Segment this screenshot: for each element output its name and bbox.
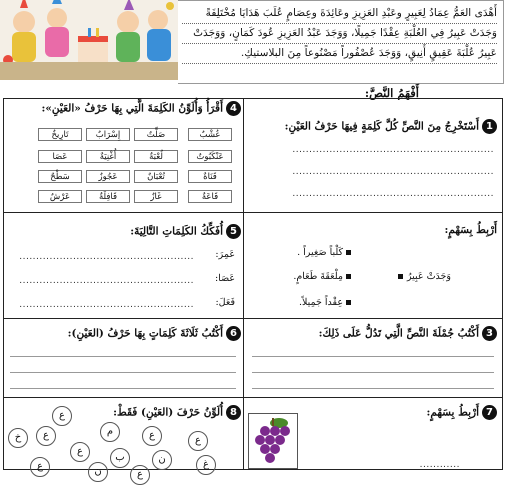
letter-circle[interactable]: ع xyxy=(52,406,72,426)
writing-line[interactable] xyxy=(252,356,494,357)
question-title: أُفَكِّكُ الكَلِمَاتِ التَّالِيَةَ: xyxy=(130,225,223,238)
answer-line[interactable]: ............................................................ xyxy=(292,189,494,199)
writing-line[interactable] xyxy=(252,388,494,389)
writing-line[interactable] xyxy=(252,372,494,373)
word-box[interactable]: عَرْشٌ xyxy=(38,190,82,203)
word-box[interactable]: تُعْبَانٌ xyxy=(134,170,178,183)
letter-circle[interactable]: ع xyxy=(36,426,56,446)
grid-divider xyxy=(3,397,503,398)
writing-line[interactable] xyxy=(10,388,236,389)
word-box[interactable]: تَارِيخٌ xyxy=(38,128,82,141)
letter-circle[interactable]: ع xyxy=(30,457,50,477)
bullet xyxy=(398,274,403,279)
answer-line[interactable]: .................................................... xyxy=(19,276,194,286)
letter-circle[interactable]: خ xyxy=(8,428,28,448)
question-number: 7 xyxy=(482,405,497,420)
word-box[interactable]: سَطْحٌ xyxy=(38,170,82,183)
link-item[interactable] xyxy=(293,271,351,282)
party-illustration xyxy=(0,0,178,80)
word-box[interactable]: صَلِّتٌ xyxy=(134,128,178,141)
question-number: 1 xyxy=(482,119,497,134)
word-box[interactable]: قَافِلَةٌ xyxy=(86,190,130,203)
letter-circle[interactable]: ع xyxy=(142,426,162,446)
split-word: فَعَلَ: xyxy=(215,297,235,308)
question-number: 6 xyxy=(226,326,241,341)
grid-divider xyxy=(3,212,503,213)
word-box[interactable]: عَصَا xyxy=(38,150,82,163)
question-title: أُلَوِّنُ حَرْفَ (العَيْنِ) فَقَطْ: xyxy=(113,406,223,419)
question-1 xyxy=(285,119,497,134)
question-title: أَكْتُبُ ثَلَاثَةَ كَلِمَاتٍ بِهَا حَرْفُ (العَيْنِ): xyxy=(67,327,223,340)
word-box[interactable]: قَاعَةٌ xyxy=(188,190,232,203)
answer-line[interactable]: ............................................................ xyxy=(292,145,494,155)
word-box[interactable]: قَنَاةٌ xyxy=(188,170,232,183)
word-box[interactable]: لُعْبَةٌ xyxy=(134,150,178,163)
question-number: 3 xyxy=(482,326,497,341)
link-item[interactable] xyxy=(299,297,351,308)
letter-circle[interactable]: ب xyxy=(110,448,130,468)
writing-line[interactable] xyxy=(10,372,236,373)
question-3 xyxy=(319,326,497,341)
answer-line[interactable]: ............ xyxy=(420,460,460,470)
writing-line[interactable] xyxy=(10,356,236,357)
question-link: أَرْبِطُ بِسَهْمٍ: xyxy=(444,224,497,236)
reading-passage xyxy=(178,0,504,84)
question-4 xyxy=(41,101,241,116)
bullet xyxy=(346,274,351,279)
question-number: 5 xyxy=(226,224,241,239)
question-number: 4 xyxy=(226,101,241,116)
bullet xyxy=(346,300,351,305)
link-target-text: وَجَدَتْ عَبِيرُ xyxy=(406,271,451,282)
word-box[interactable]: غَازٌ xyxy=(134,190,178,203)
grid-divider xyxy=(3,318,503,319)
word-box[interactable]: أُغْنِيَةٌ xyxy=(86,150,130,163)
answer-line[interactable]: .................................................... xyxy=(19,252,194,262)
bullet xyxy=(346,250,351,255)
grid-divider xyxy=(243,98,244,470)
word-box[interactable]: عَنْكَبُوتٌ xyxy=(188,150,232,163)
word-box[interactable]: عَجُوزٌ xyxy=(86,170,130,183)
link-item-text: عِقْداً جَمِيلاً. xyxy=(298,297,343,308)
link-item[interactable] xyxy=(297,247,351,258)
link-item-text: كَلْباً صَغِيراً . xyxy=(297,247,343,258)
passage-line: أَهْدَى العَمُّ عِمَادُ لِعَبِيرٍ وعَبْدِ العَزِيزِ وعَائِدَةَ وعِصَامٍ عُلَبَ هَدَايَا مُخْتَلِفَةً xyxy=(182,4,497,24)
letter-circle[interactable]: ع xyxy=(130,465,150,485)
letter-circle[interactable]: م xyxy=(100,422,120,442)
link-target[interactable] xyxy=(398,271,451,282)
question-8 xyxy=(113,405,241,420)
letter-circle[interactable]: ع xyxy=(188,431,208,451)
question-title: أَسْتَخْرِجُ مِنَ النَّصِّ كُلَّ كَلِمَةٍ فِيهَا حَرْفُ العَيْنِ: xyxy=(284,120,479,133)
section-heading: أَفْهَمُ النَّصَّ: xyxy=(364,86,419,100)
letter-circle[interactable]: ع xyxy=(70,442,90,462)
letter-circle[interactable]: ن xyxy=(152,450,172,470)
answer-line[interactable]: .................................................... xyxy=(19,300,194,310)
question-7 xyxy=(426,405,497,420)
answer-line[interactable]: ............................................................ xyxy=(292,167,494,177)
passage-line: عَبِيرُ عُلْبَةَ عَقِيقٍ أَنِيقٍ، وَوَجَدَ عُصْفُوراً مَصْنُوعاً مِنَ البلاستيكِ. xyxy=(182,44,497,64)
grapes-picture xyxy=(248,413,298,469)
split-word: عَمِرَ: xyxy=(215,249,235,260)
letter-circle[interactable]: ن xyxy=(88,462,108,482)
word-box[interactable]: إِسْرَابٌ xyxy=(86,128,130,141)
question-number: 8 xyxy=(226,405,241,420)
question-title: أَرْبِطُ بِسَهْمٍ: xyxy=(426,406,479,419)
question-title: أَقْرَأُ وَأُلَوِّنُ الكَلِمَةَ الَّتِي بِهَا حَرْفُ «العَيْنِ»: xyxy=(41,102,223,115)
split-word: عَصَا: xyxy=(214,273,235,284)
question-5 xyxy=(130,224,241,239)
question-6 xyxy=(68,326,241,341)
question-title: أَكْتُبُ جُمْلَةَ النَّصِّ الَّتِي تَدُلُّ عَلَى ذَلِكَ: xyxy=(318,327,479,340)
passage-line: وَجَدَتْ عَبِيرُ فِي العُلْبَةِ عِقْدًا جَمِيلًا، وَوَجَدَ عَبْدُ العَزِيزِ عُودَ كَمَانٍ، وَوَجَدَتْ xyxy=(182,24,497,44)
word-box[interactable]: عُشْبٌ xyxy=(188,128,232,141)
link-item-text: مِلْعَقَةَ طَعَامٍ. xyxy=(293,271,343,282)
letter-circle[interactable]: غ xyxy=(196,455,216,475)
